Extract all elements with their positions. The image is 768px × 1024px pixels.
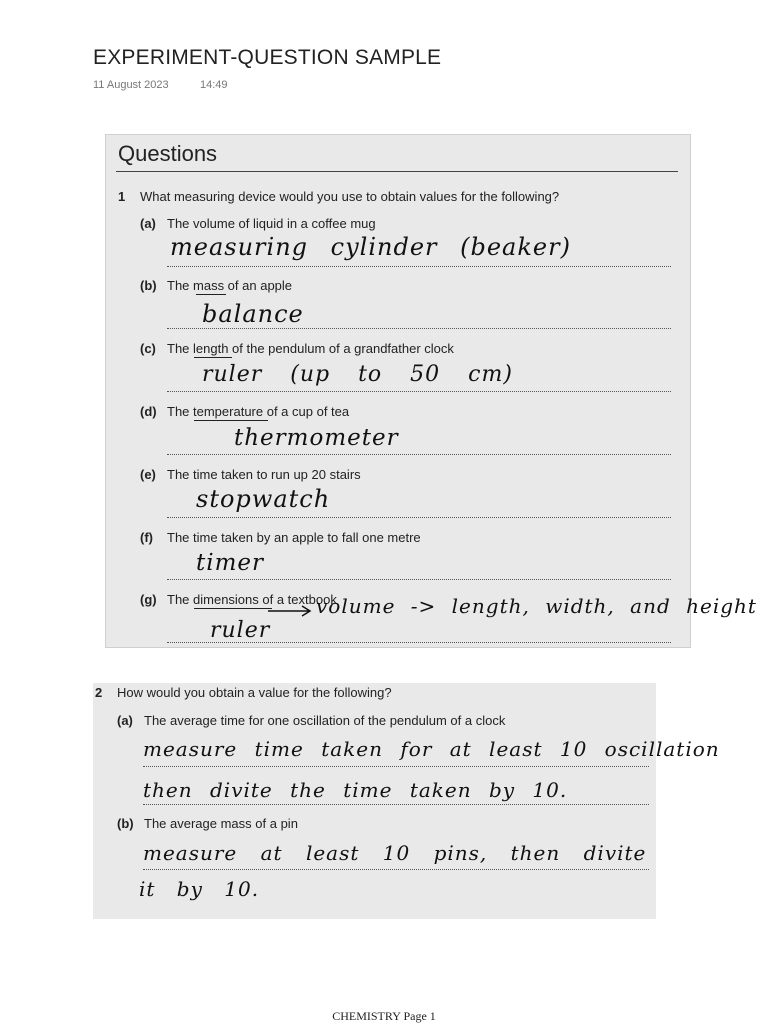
part-d-text: The temperature of a cup of tea (167, 404, 350, 419)
question-1-prompt: What measuring device would you use to obtain values for the following? (140, 189, 560, 204)
underline-mark (194, 608, 272, 609)
part-c-text: The length of the pendulum of a grandfather clock (167, 341, 454, 356)
question-number-2: 2 (95, 685, 103, 700)
part-g-text: The dimensions of a textbook (167, 592, 337, 607)
answer-e-handwriting: stopwatch (196, 485, 331, 513)
q2-part-b-letter: (b) (117, 816, 134, 831)
answer-f-handwriting: timer (196, 550, 265, 576)
worksheet-questions-1 (105, 134, 757, 648)
part-a-text: The volume of liquid in a coffee mug (167, 216, 376, 231)
q2-answer-b-line1: measure at least 10 pins, then divite (143, 841, 647, 865)
time-stamp: 14:49 (200, 79, 228, 91)
part-f-letter: (f) (140, 530, 153, 545)
answer-line (167, 391, 671, 392)
q2-part-a-text: The average time for one oscillation of the pendulum of a clock (144, 713, 506, 728)
q2-part-b-text: The average mass of a pin (144, 816, 298, 831)
part-b-letter: (b) (140, 278, 157, 293)
q2-answer-b-line2: it by 10. (139, 877, 260, 901)
part-f-text: The time taken by an apple to fall one metre (167, 530, 421, 545)
answer-line (167, 266, 671, 267)
answer-line (167, 328, 671, 329)
answer-line (143, 869, 649, 870)
date-stamp: 11 August 2023 (93, 79, 169, 91)
part-c-letter: (c) (140, 341, 156, 356)
answer-line (167, 517, 671, 518)
answer-c-handwriting: ruler (up to 50 cm) (202, 362, 513, 387)
answer-line (143, 766, 649, 767)
part-e-letter: (e) (140, 467, 156, 482)
part-b-text: The mass of an apple (167, 278, 293, 293)
q2-answer-a-line2: then divite the time taken by 10. (143, 778, 568, 802)
q2-answer-a-line1: measure time taken for at least 10 oscillation (143, 737, 720, 761)
answer-d-handwriting: thermometer (234, 425, 399, 451)
question-number-1: 1 (118, 189, 126, 204)
answer-g-note-handwriting: volume -> length, width, and height (316, 594, 757, 618)
question-2-prompt: How would you obtain a value for the following? (117, 685, 392, 700)
answer-g-handwriting: ruler (210, 618, 271, 643)
part-d-letter: (d) (140, 404, 157, 419)
heading-rule (116, 171, 678, 172)
answer-line (143, 804, 649, 805)
answer-b-handwriting: balance (202, 300, 304, 328)
page-title: EXPERIMENT-QUESTION SAMPLE (93, 46, 442, 69)
part-a-letter: (a) (140, 216, 156, 231)
underline-mark (196, 294, 226, 295)
part-e-text: The time taken to run up 20 stairs (167, 467, 361, 482)
worksheet-questions-2 (93, 683, 720, 919)
answer-line (167, 642, 671, 643)
q2-part-a-letter: (a) (117, 713, 133, 728)
page-footer: CHEMISTRY Page 1 (332, 1009, 436, 1023)
part-g-letter: (g) (140, 592, 157, 607)
arrow-icon (266, 605, 316, 617)
questions-heading: Questions (118, 141, 218, 166)
underline-mark (194, 357, 232, 358)
answer-line (167, 454, 671, 455)
underline-mark (194, 420, 268, 421)
answer-line (167, 579, 671, 580)
answer-a-handwriting: measuring cylinder (beaker) (170, 233, 571, 261)
